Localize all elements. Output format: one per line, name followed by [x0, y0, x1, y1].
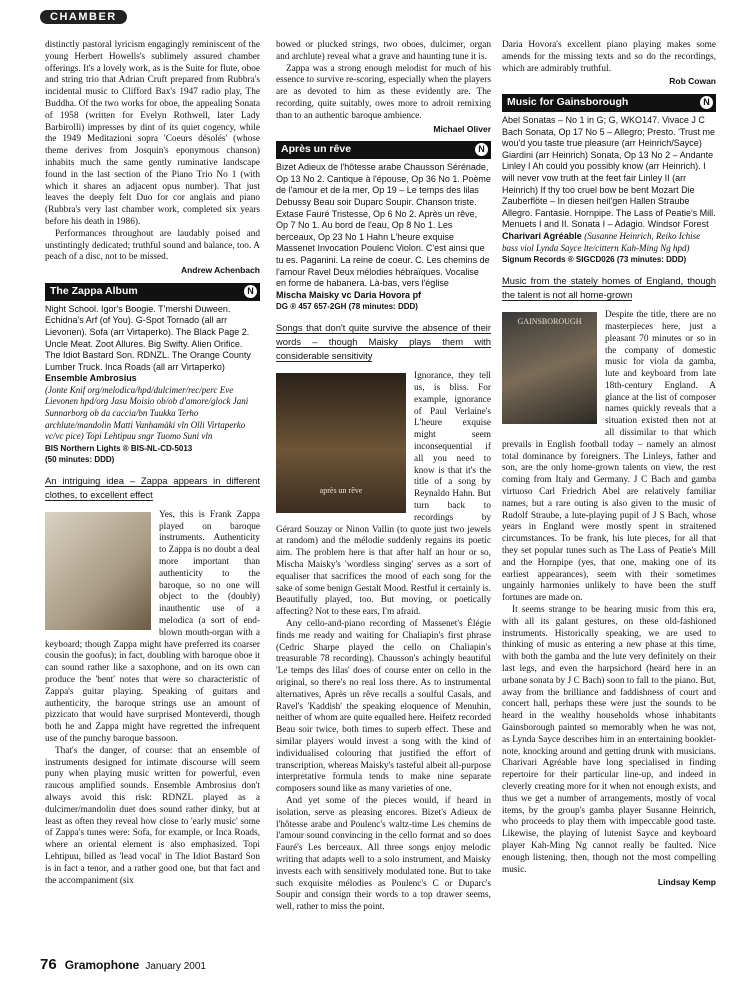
- body-text: Despite the title, there are no masterpieces here, just a pleasant 70 minutes or so in the company of domestic music for viola da gamba, lute and keyboard from late 18th-century England. A glance at the list of composer names quickly reveals that a situation existed then not at all dissimilar to that which prevails in English football today – namely an almost total dominance by foreigners. The Linleys, father and son, are the only home-grown talents on view, the rest coming from Italy and Germany. J C Bach and gamba virtuoso Carl Friedrich Abel are relatively familiar names, but a rare outing is also given to the music of Rudolf Straube, a lute-playing pupil of J S Bach, whose years in England were mostly spent in straitened circumstances. To be frank, his lute pieces, for all that they set popular tunes such as The Lass of Peatie's Mill and the Hornpipe (yes, that one, making one of its earliest appearances), seem with their sometimes ungainly harmonies unlikely to have been the stuff fortunes are made on.: [502, 310, 716, 604]
- headline-text: An intriguing idea – Zappa appears in different clothes, to excellent effect: [45, 474, 260, 500]
- review-header: [45, 283, 260, 301]
- body-text: distinctly pastoral lyricism engagingly reminiscent of the young Herbert Howells's sublimely assured chamber offerings. It's a lovely work, as is the Suite for flute, oboe and string trio that Adrian Cruft prepared from Rubbra's incidental music to Clifford Bax's 1947 radio play, The Buddha. Of the two works for oboe, the appealing Sonata of 1958 (written for Evelyn Rothwell, later Lady Barbirolli) impresses by dint of its quiet cogency, while the 1949 Meditazioni sopra 'Coeurs désolés' (whose theme derives from Josquin's eponymous chanson) inhabits much the same gently ruminative landscape found in the last section of the Piano Trio No 1 (with which it shares an adjacent opus number). That just leaves the deeply felt Duo for cor anglais and piano (Rubbra's very last chamber work, completed six years before his death in 1986).: [45, 40, 260, 227]
- track-listing: [502, 115, 716, 254]
- album-cover-image: [502, 312, 597, 424]
- cellist-cover-art: [276, 373, 406, 513]
- track-list: Bizet Adieux de l'hôtesse arabe Chausson Sérénade, Op 13 No 2. Cantique à l'épouse, Op 36 No 1. Poème de l'amour et de la mer, Op 19 – Le temps des lilas Debussy Beau soir Duparc Soupir. Chanson triste. Extase Fauré Tristesse, Op 6 No 2. Après un rêve, Op 7 No 1. Au bord de l'eau, Op 8 No 1. Les berceaux, Op 23 No 1 Hahn L'heure exquise Massenet Invocation Poulenc Violon. C'est ainsi que tu es. Paganini. La reine de coeur. C. Les chemins de l'amour Ravel Deux mélodies hébraïques. Vocalise en forme de habanera. Là-bas, vers l'église: [276, 162, 491, 289]
- reviewer-signature: Michael Oliver: [433, 123, 491, 134]
- column-3: [502, 40, 716, 895]
- body-text: Yes, this is Frank Zappa played on baroque instruments. Authenticity to Zappa is no doubt a deal more important than authenticity to the baroque, so no one will object to the (doubly) inauthentic use of a melodica (a sort of end-blown mouth-organ with a keyboard; though Zappa might have preferred its coarser cousin the goofus); in fact, doubling with baroque oboe it can sound rather like a saxophone, and on its own can produce the 'bent' notes that were so characteristic of Zappa's guitar playing. Speaking of guitars and authenticity, the baroque strings use an amount of pizzicato that would have surprised Monteverdi, though both he and Zappa might have regretted the infrequent use of the punchy baroque bassoon.: [45, 509, 260, 744]
- performers: (Jonte Knif org/melodica/hpd/dulcimer/rec/perc Eve Lievonen hpd/org Jasu Moisio ob/ob d'amore/glock Jani Sunnarborg ob da caccia/bn Tuukka Terho archlute/mandolin Matti Vanhamäki vln Olli Virtaperko vc/vc pice) Topi Lehtipuu sngr Tuomo Suni vln: [45, 384, 249, 442]
- album-cover-image: [45, 512, 151, 630]
- painting-cover-art: [502, 312, 597, 424]
- column-1: [45, 40, 260, 887]
- new-badge-icon: N: [700, 96, 713, 109]
- album-title: Music for Gainsborough: [507, 96, 629, 109]
- album-title: Après un rêve: [281, 143, 352, 156]
- review-headline: [502, 274, 716, 302]
- body-text: Daria Hovora's excellent piano playing makes some amends for the missing texts and so do the recordings, which are admirably truthful.: [502, 40, 716, 74]
- track-listing: [276, 162, 491, 301]
- body-text: Zappa was a strong enough melodist for much of his essence to survive re-scoring, especially when the players are as devoted to him as these evidently are. The recording, quite suitably, owes more to adroit remixing than to an authentic baroque ambience.: [276, 63, 491, 121]
- rabbit-cover-art: [45, 512, 151, 630]
- catalogue-number: DG ® 457 657-2GH (78 minutes: DDD): [276, 302, 418, 312]
- review-headline: [45, 474, 260, 502]
- new-badge-icon: N: [475, 143, 488, 156]
- cover-text: GAINSBOROUGH: [517, 317, 582, 327]
- review-header: [276, 141, 491, 159]
- body-text: bowed or plucked strings, two oboes, dulcimer, organ and archlute) reveal what a grave and haunting tune it is.: [276, 40, 491, 62]
- track-list: Night School. Igor's Boogie. T'mershi Duween. Echidna's Arf (of You). G-Spot Tornado (all arr Lievonen). Sofa (arr Virtaperko). The Black Page 2. Uncle Meat. Zoot Allures. Big Swifty. Alien Orifice. The Idiot Bastard Son. RDNZL. The Orange County Lumber Truck. Inca Roads (all arr Virtaperko): [45, 303, 251, 372]
- body-text: Performances throughout are laudably poised and unstintingly dedicated; truthful sound and balance, too. A peach of a disc, not to be missed.: [45, 228, 260, 263]
- page-number: 76: [40, 956, 57, 973]
- body-text: Ignorance, they tell us, is bliss. For example, ignorance of Paul Verlaine's L'heure exquise might seem inconsequential if all you need to know is that it's the title of a song by Reynaldo Hahn. But turn back to recordings by Gérard Souzay or Ninon Vallin (to quote just two jewels at random) and the mélodie suddenly regains its poetic aim. The problem here is that after half an hour or so, Mischa Maisky's 'wordless singing' serves as a sort of equaliser that sacrifices the mood of each song for the sake of some benign Gestalt Mood. Restful it certainly is. Beautifully played, too. But moving, or poetically affecting? Not to these ears, I'm afraid.: [276, 371, 491, 618]
- body-text: Any cello-and-piano recording of Massenet's Élégie finds me ready and waiting for Chaliapin's first phrase (Cedric Sharpe played the cello on Chaliapin's treasurable 78 recording). Chausson's achingly beautiful 'Le temps des lilas' does of course enter on cello in the original, so there's no real loss there. As to instrumental alternatives, Après un rêve recalls a soulful Casals, and Ravel's 'Kaddish' the speaking eloquence of Menuhin, neither of whom are quite equalled here. Heifetz recorded Beau soir twice, both times to superb effect. These and similar players would invest a song with the kind of individualised colouring that justified the effort of transcription, whereas Maisky's tasteful albeit all-purpose interpretative formula tends to make nine separate composers sound like as many varieties of one.: [276, 619, 492, 795]
- body-text: And yet some of the pieces would, if heard in isolation, serve as pleasing encores. Bizet's Adieux de l'hôtesse arabe and Poulenc's waltz-time Les chemins de l'amour sound convincing in the cello format and so does Fauré's Les berceaux. All three songs enjoy melodic writing that adapts well to a solo instrument, and Maisky invests each with sensitively modulated tone. But to take such exquisite mélodies as Poulenc's C or Duparc's Soupir and consign their words to a top drawer seems, well, rather to miss the point.: [276, 795, 491, 913]
- performers: (Susanne Heinrich, Reiko Ichise bass viol Lynda Sayce lte/cittern Kah-Ming Ng hpd): [502, 230, 701, 253]
- page-footer: [40, 956, 206, 973]
- reviewer-signature: Lindsay Kemp: [657, 877, 716, 888]
- body-text: That's the danger, of course: that an ensemble of instruments designed for intimate discourse will seem puny when playing music written for powerful, even raucous amplified sounds. Ensemble Ambrosius don't always avoid this risk: RDNZL played as a dulcimer/mandolin duet does sound rather dinky, but at least as often they reveal how close to 'early music' some of Zappa's tunes were: Sofa, for example, or Inca Roads, where an oriental element is also emphasized. Topi Lehtipuu, billed as 'lead vocal' in The Idiot Bastard Son is in fact a tenor, and a rather good one, but that fact and the accompaniment (six: [45, 745, 260, 886]
- cover-text: après un rêve: [319, 486, 363, 496]
- ensemble-name: Ensemble Ambrosius: [45, 373, 137, 384]
- magazine-logo: Gramophone: [64, 958, 140, 972]
- reviewer-signature: Rob Cowan: [669, 76, 716, 87]
- body-text: It seems strange to be hearing music from this era, with all its galant gestures, on these old-fashioned instruments. Historically speaking, we are used to thinking of music as entering a new phase at this time, with both the gamba and the lute very definitely on their last legs, and even the harpsichord (heard here in an urbane sonata by J C Bach) soon to fall to the piano. But, away from the brilliance and faddishness of court and concert hall, perhaps these were just the sounds to be heard in the wealthy households whose inhabitants Gainsborough painted so memorably when he was not, as Lynda Sayce describes him in an entertaining booklet-note, knocking around and getting drunk with musicians. Charivari Agréable have long specialised in finding repertoire for their particular line-up, and indeed in cleverly creating more for it when not enough exists, and thus we get a number of arrangements, mostly of vocal items, by the group's gamba player Susanne Heinrich, who proceeds to play them with impeccable good taste. Likewise, the playing of lutenist Sayce and keyboard player Kah-Ming Ng cannot really be faulted. Nice enough listening, then, though not the most compelling music.: [502, 605, 716, 875]
- performers: Mischa Maisky vc Daria Hovora pf: [276, 289, 422, 300]
- headline-text: Music from the stately homes of England, though the talent is not all home-grown: [502, 275, 716, 301]
- duration: (50 minutes: DDD): [45, 454, 115, 464]
- catalogue-number: Signum Records ® SIGCD026 (73 minutes: DDD): [502, 255, 687, 265]
- track-listing: [45, 304, 260, 443]
- issue-date: January 2001: [145, 961, 206, 972]
- album-cover-image: [276, 373, 406, 513]
- catalogue-number: BIS Northern Lights ® BIS-NL-CD-5013: [45, 443, 193, 453]
- review-headline: [276, 321, 491, 363]
- album-title: The Zappa Album: [50, 284, 138, 297]
- headline-text: Songs that don't quite survive the absence of their words – though Maisky plays them with considerable sensitivity: [276, 322, 491, 362]
- section-tag: CHAMBER: [40, 10, 127, 24]
- review-header: [502, 94, 716, 112]
- track-list: Abel Sonatas – No 1 in G; G, WKO147. Vivace J C Bach Sonata, Op 17 No 5 – Allegro; Presto. 'Trust me wou'd you taste true pleasure (arr Heinrich/Sayce) Giardini (arr Heinrich) Sonata, Op 13 No 2 – Andante Linley I Ah could you possibly know (arr Heinrich). I will never vow truth at the feet fair Linley II (arr Heinrich) If thy too cruel bow be bent Mozart Die Zauberflöte – In diesen heil'gen Hallen Straube Allegro. Fantasie. Hornpipe. The Lass of Peatie's Mill. Menuets I and II. Sonata I – Adagio. Windsor Forest: [502, 114, 716, 230]
- new-badge-icon: N: [244, 285, 257, 298]
- ensemble-name: Charivari Agréable: [502, 230, 582, 241]
- reviewer-signature: Andrew Achenbach: [180, 265, 260, 276]
- column-2: [276, 40, 491, 914]
